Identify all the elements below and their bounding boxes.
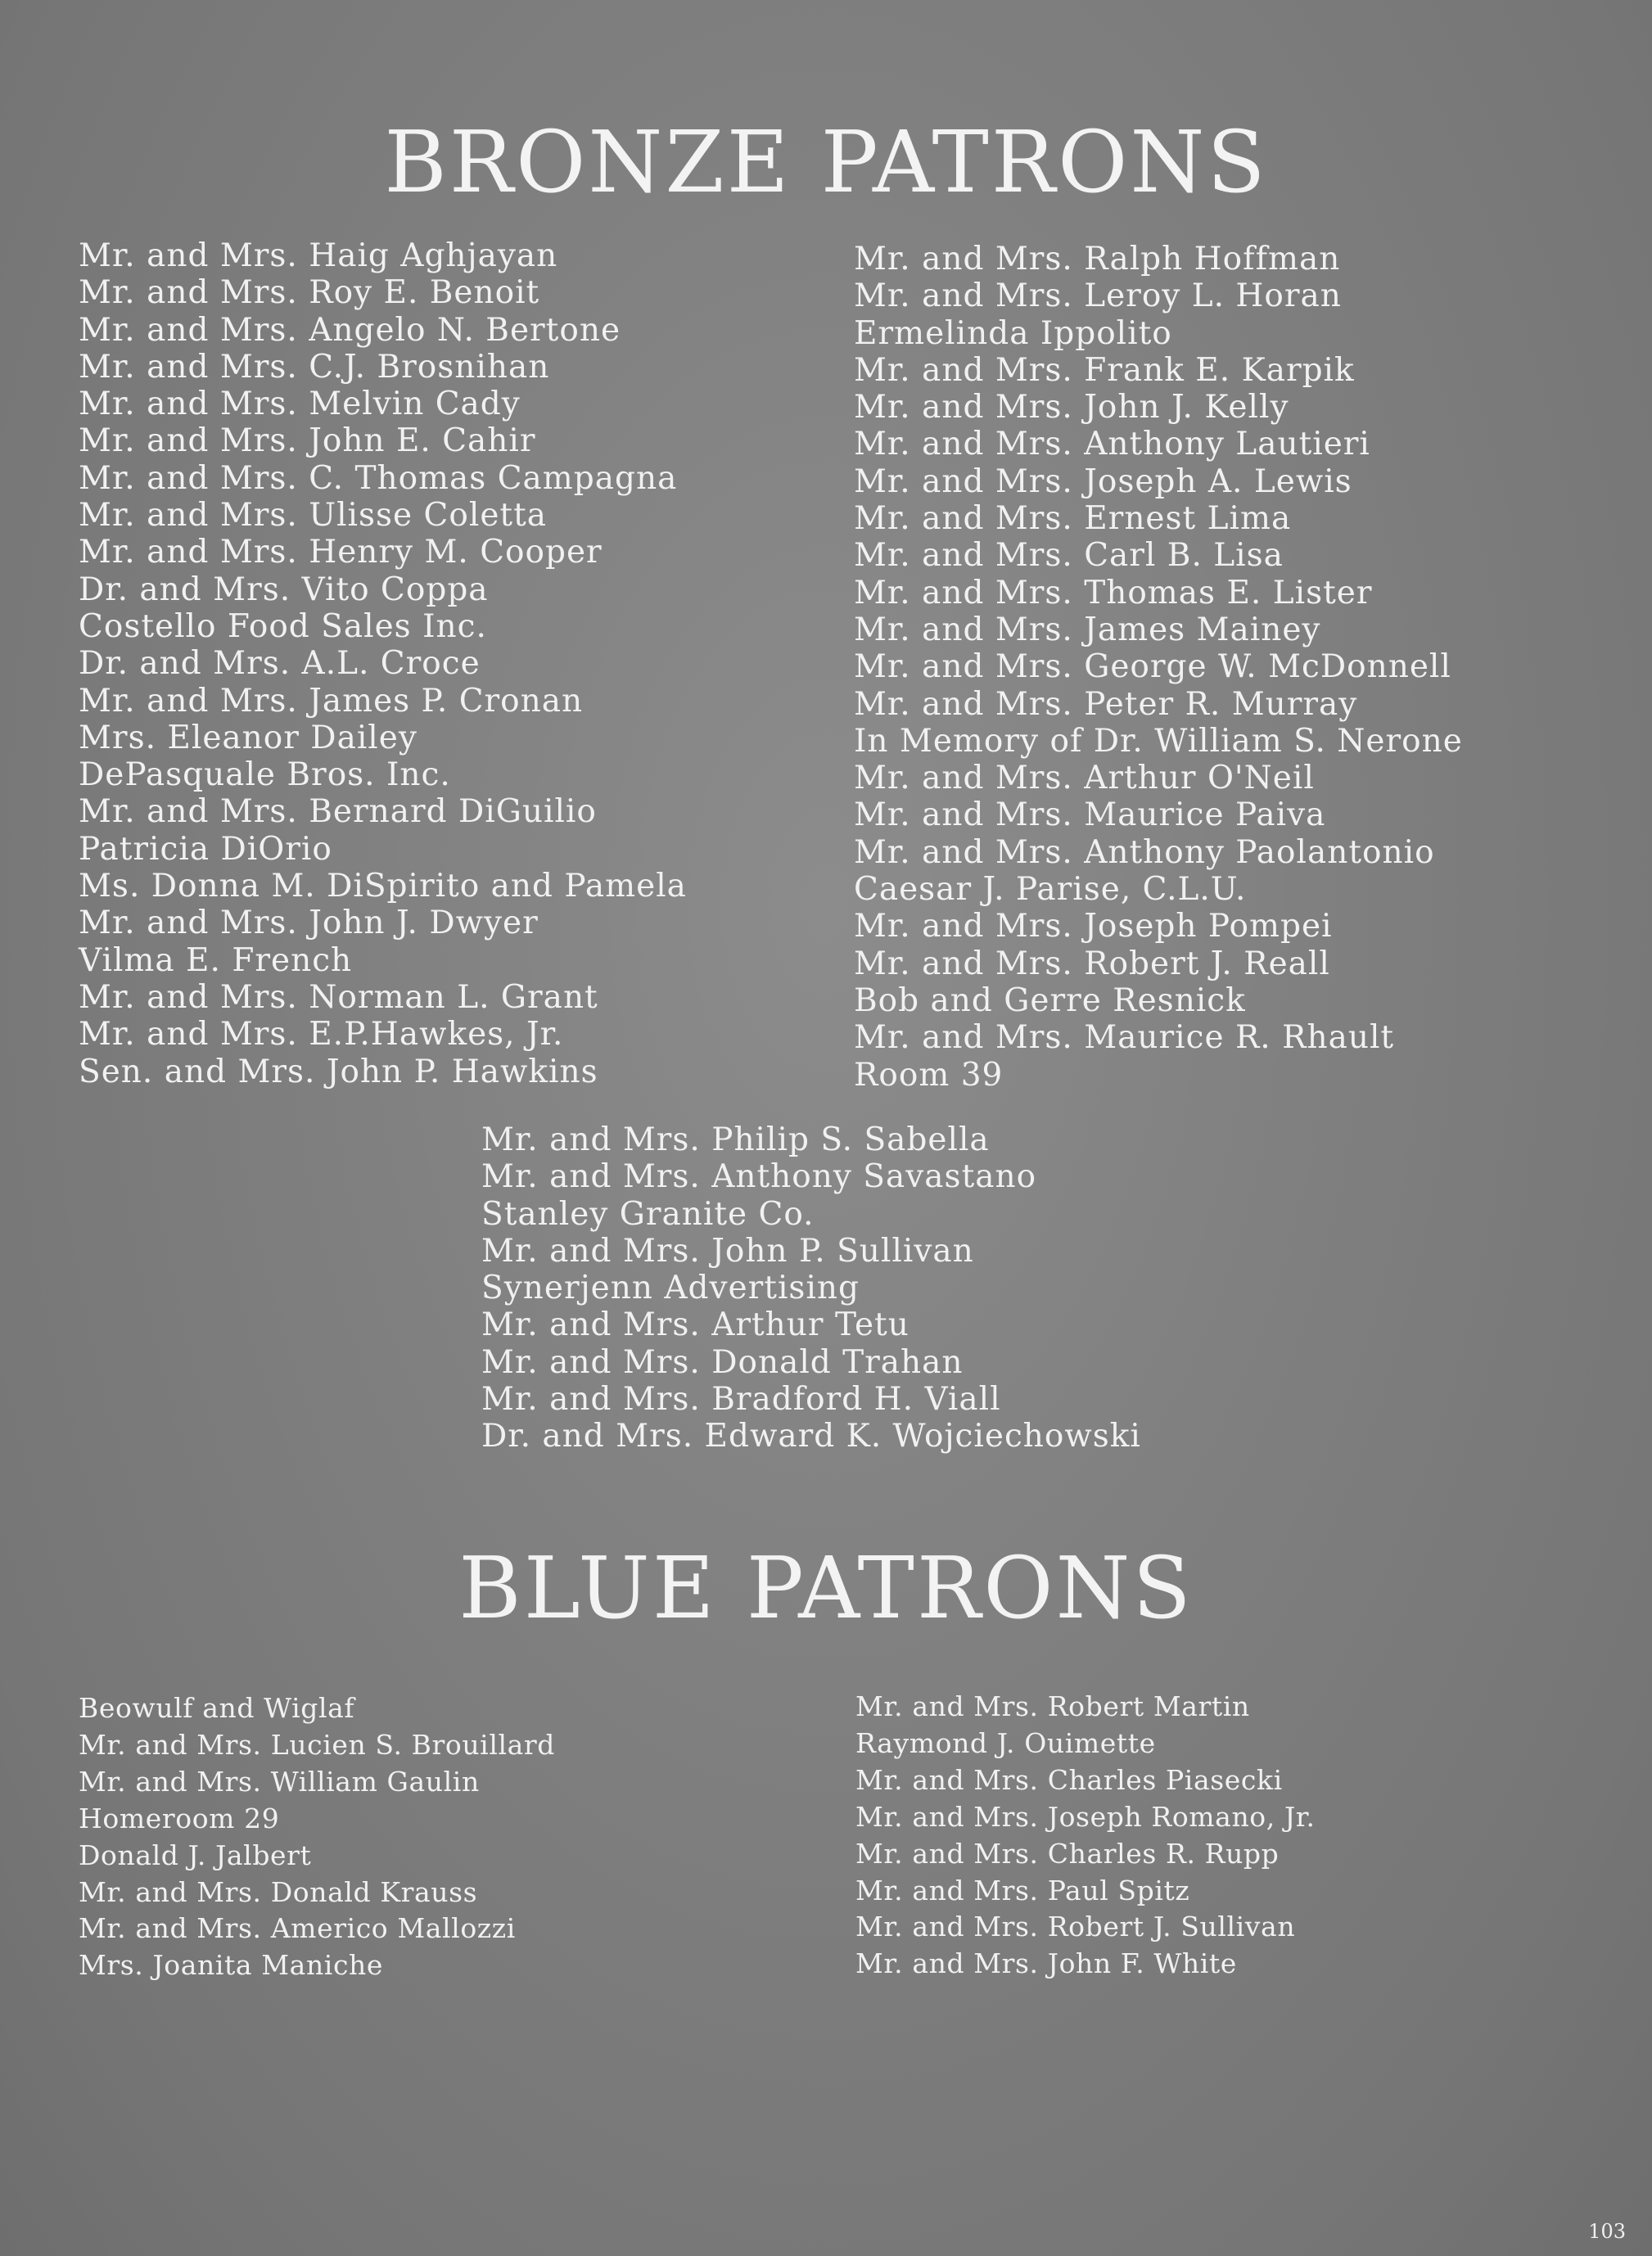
- bronze-patron-entry: Mr. and Mrs. Peter R. Murray: [854, 685, 1358, 723]
- bronze-patron-entry: Mr. and Mrs. Maurice Paiva: [854, 796, 1326, 834]
- bronze-patron-entry: Room 39: [854, 1056, 1004, 1094]
- bronze-patron-entry: Synerjenn Advertising: [481, 1270, 860, 1307]
- bronze-patron-entry: In Memory of Dr. William S. Nerone: [854, 722, 1463, 760]
- bronze-patron-entry: Mr. and Mrs. Carl B. Lisa: [854, 537, 1284, 575]
- blue-patron-entry: Mr. and Mrs. Paul Spitz: [855, 1874, 1190, 1906]
- bronze-patron-entry: Ms. Donna M. DiSpirito and Pamela: [79, 868, 687, 905]
- blue-patron-entry: Mr. and Mrs. Robert Martin: [855, 1690, 1250, 1722]
- blue-patron-entry: Mr. and Mrs. Donald Krauss: [79, 1875, 478, 1908]
- bronze-patron-entry: Caesar J. Parise, C.L.U.: [854, 871, 1247, 909]
- bronze-patron-entry: Mr. and Mrs. James P. Cronan: [79, 682, 584, 720]
- blue-patron-entry: Beowulf and Wiglaf: [79, 1692, 355, 1724]
- bronze-patrons-heading: BRONZE PATRONS: [384, 112, 1268, 212]
- bronze-patron-entry: Dr. and Mrs. Edward K. Wojciechowski: [481, 1418, 1141, 1455]
- page-number: 103: [1588, 2220, 1626, 2243]
- bronze-patron-entry: Mr. and Mrs. Robert J. Reall: [854, 945, 1330, 982]
- bronze-patron-entry: Mr. and Mrs. Arthur Tetu: [481, 1306, 910, 1344]
- bronze-patron-entry: Mr. and Mrs. Anthony Paolantonio: [854, 833, 1435, 871]
- bronze-patron-entry: Dr. and Mrs. A.L. Croce: [79, 645, 481, 683]
- bronze-patron-entry: Mr. and Mrs. George W. McDonnell: [854, 648, 1451, 686]
- bronze-patron-entry: Mr. and Mrs. Ralph Hoffman: [854, 241, 1341, 277]
- bronze-patron-entry: Mr. and Mrs. Joseph A. Lewis: [854, 462, 1352, 500]
- blue-patron-entry: Donald J. Jalbert: [79, 1839, 312, 1871]
- blue-patron-entry: Mrs. Joanita Maniche: [79, 1949, 384, 1982]
- bronze-patron-entry: Mr. and Mrs. E.P.Hawkes, Jr.: [79, 1016, 564, 1054]
- bronze-patron-entry: DePasquale Bros. Inc.: [79, 756, 451, 794]
- bronze-patrons-center-column: [481, 1121, 1141, 1455]
- bronze-patron-entry: Mr. and Mrs. Henry M. Cooper: [79, 534, 603, 571]
- bronze-patron-entry: Mr. and Mrs. Norman L. Grant: [79, 978, 598, 1016]
- bronze-patrons-left-column: [79, 237, 687, 1090]
- blue-patrons-right-column: [855, 1689, 1316, 1983]
- bronze-patron-entry: Mr. and Mrs. Bradford H. Viall: [481, 1381, 1001, 1419]
- bronze-patron-entry: Mr. and Mrs. Ulisse Coletta: [79, 497, 547, 535]
- blue-patron-entry: Mr. and Mrs. Robert J. Sullivan: [855, 1911, 1296, 1943]
- bronze-patron-entry: Mr. and Mrs. Anthony Savastano: [481, 1158, 1037, 1196]
- bronze-patron-entry: Mr. and Mrs. Bernard DiGuilio: [79, 793, 597, 831]
- bronze-patron-entry: Mr. and Mrs. Joseph Pompei: [854, 908, 1333, 945]
- bronze-patron-entry: Mr. and Mrs. C.J. Brosnihan: [79, 348, 550, 386]
- bronze-patron-entry: Mr. and Mrs. James Mainey: [854, 611, 1321, 648]
- blue-patron-entry: Mr. and Mrs. Americo Mallozzi: [79, 1912, 516, 1945]
- bronze-patron-entry: Mr. and Mrs. Haig Aghjayan: [79, 237, 558, 274]
- blue-patron-entry: Mr. and Mrs. Joseph Romano, Jr.: [855, 1800, 1316, 1833]
- blue-patron-entry: Mr. and Mrs. John F. White: [855, 1947, 1237, 1980]
- bronze-patron-entry: Mr. and Mrs. Melvin Cady: [79, 386, 521, 423]
- bronze-patron-entry: Mr. and Mrs. Philip S. Sabella: [481, 1121, 990, 1158]
- bronze-patron-entry: Mr. and Mrs. Donald Trahan: [481, 1343, 964, 1381]
- bronze-patron-entry: Mr. and Mrs. Angelo N. Bertone: [79, 311, 621, 349]
- bronze-patron-entry: Sen. and Mrs. John P. Hawkins: [79, 1053, 598, 1090]
- bronze-patron-entry: Mr. and Mrs. John E. Cahir: [79, 422, 536, 460]
- bronze-patron-entry: Dr. and Mrs. Vito Coppa: [79, 571, 489, 608]
- bronze-patron-entry: Mr. and Mrs. Leroy L. Horan: [854, 277, 1342, 315]
- blue-patron-entry: Mr. and Mrs. Charles Piasecki: [855, 1763, 1283, 1796]
- blue-patron-entry: Mr. and Mrs. Charles R. Rupp: [855, 1837, 1280, 1870]
- bronze-patron-entry: Mr. and Mrs. Arthur O'Neil: [854, 760, 1315, 797]
- blue-patron-entry: Raymond J. Ouimette: [855, 1726, 1156, 1759]
- bronze-patron-entry: Ermelinda Ippolito: [854, 314, 1172, 352]
- blue-patron-entry: Homeroom 29: [79, 1802, 280, 1834]
- bronze-patron-entry: Mr. and Mrs. Roy E. Benoit: [79, 274, 540, 312]
- bronze-patron-entry: Mr. and Mrs. Maurice R. Rhault: [854, 1019, 1395, 1057]
- bronze-patron-entry: Mr. and Mrs. John J. Kelly: [854, 389, 1289, 426]
- bronze-patron-entry: Mr. and Mrs. John J. Dwyer: [79, 905, 539, 942]
- bronze-patron-entry: Mr. and Mrs. Frank E. Karpik: [854, 351, 1355, 389]
- bronze-patron-entry: Patricia DiOrio: [79, 830, 332, 868]
- bronze-patron-entry: Mr. and Mrs. Thomas E. Lister: [854, 574, 1373, 611]
- blue-patron-entry: Mr. and Mrs. Lucien S. Brouillard: [79, 1728, 556, 1761]
- bronze-patron-entry: Mrs. Eleanor Dailey: [79, 719, 418, 756]
- bronze-patrons-right-column: [854, 241, 1463, 1094]
- bronze-patron-entry: Mr. and Mrs. Anthony Lautieri: [854, 426, 1370, 463]
- bronze-patron-entry: Mr. and Mrs. John P. Sullivan: [481, 1232, 974, 1270]
- blue-patrons-left-column: [79, 1690, 555, 1984]
- bronze-patron-entry: Stanley Granite Co.: [481, 1195, 815, 1233]
- bronze-patron-entry: Vilma E. French: [79, 941, 353, 979]
- bronze-patron-entry: Mr. and Mrs. C. Thomas Campagna: [79, 459, 678, 497]
- blue-patrons-heading: BLUE PATRONS: [458, 1538, 1194, 1638]
- blue-patron-entry: Mr. and Mrs. William Gaulin: [79, 1765, 480, 1798]
- bronze-patron-entry: Bob and Gerre Resnick: [854, 981, 1246, 1019]
- bronze-patron-entry: Mr. and Mrs. Ernest Lima: [854, 500, 1292, 538]
- bronze-patron-entry: Costello Food Sales Inc.: [79, 607, 487, 645]
